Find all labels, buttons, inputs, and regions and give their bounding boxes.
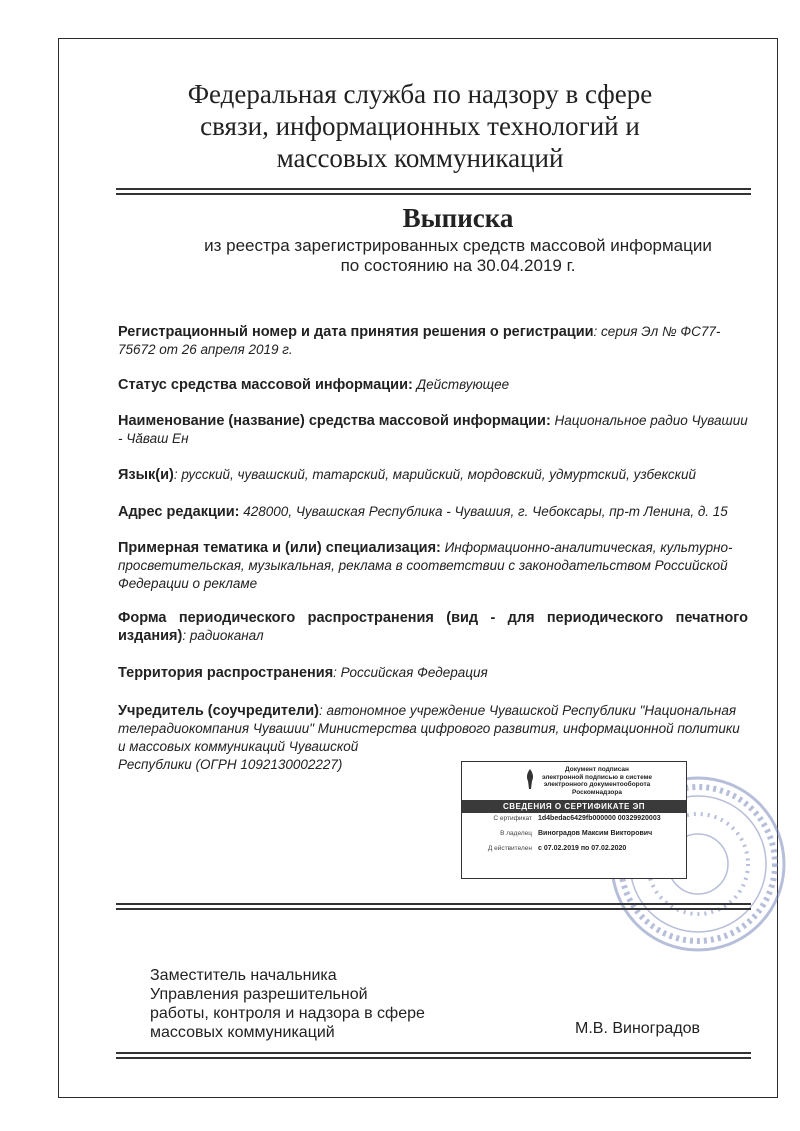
certificate-header-line: электронного документооборота: [543, 781, 651, 788]
signer-position-line: Управления разрешительной: [150, 986, 368, 1003]
topic-field: [118, 539, 748, 593]
agency-line: массовых коммуникаций: [276, 143, 564, 173]
subtitle-line: из реестра зарегистрированных средств массовой информации: [204, 236, 712, 255]
signer-name: М.В. Виноградов: [575, 1020, 701, 1037]
header-divider: [116, 188, 751, 195]
field-value-continued: Республики (ОГРН 1092130002227): [118, 757, 343, 772]
certificate-value: с 07.02.2019 по 07.02.2020: [538, 845, 627, 852]
field-value: Информационно-аналитическая, культурно-просветительская, музыкальная, реклама в соответствии с законодательством Российской Федерации о рекламе: [118, 540, 733, 591]
field-value: Действующее: [412, 377, 510, 392]
certificate-details: [466, 815, 682, 860]
field-value: : автономное учреждение Чувашской Республики "Национальная телерадиокомпания Чувашии" Министерства цифрового развития, информационной политики и массовых коммуникаций Чувашской: [118, 703, 740, 754]
field-label: Форма периодического распространения (вид - для периодического печатного издания): [118, 610, 748, 644]
field-label: Территория распространения: [118, 665, 334, 681]
field-label: Наименование (название) средства массовой информации:: [118, 413, 551, 429]
territory-field: [118, 664, 748, 682]
language-field: [118, 466, 748, 484]
certificate-key: Д ействителен: [487, 845, 532, 852]
certificate-value: Виноградов Максим Викторович: [538, 830, 653, 837]
document-subtitle: [118, 236, 798, 276]
field-value: : радиоканал: [182, 628, 264, 643]
field-label: Регистрационный номер и дата принятия решения о регистрации: [118, 324, 594, 340]
media-name-field: [118, 412, 748, 448]
signer-position-line: массовых коммуникаций: [150, 1024, 335, 1041]
document-title: Выписка: [402, 203, 514, 233]
certificate-value: 1d4bedac6429fb000000 00329920003: [538, 815, 661, 822]
certificate-row: [466, 845, 682, 860]
agency-line: связи, информационных технологий и: [200, 111, 640, 141]
subtitle-date-line: по состоянию на 30.04.2019 г.: [340, 256, 576, 275]
certificate-row: [466, 815, 682, 830]
certificate-header: [512, 766, 682, 796]
certificate-row: [466, 830, 682, 845]
field-label: Примерная тематика и (или) специализация:: [118, 540, 441, 556]
field-label: Язык(и): [118, 467, 174, 483]
registration-field: [118, 323, 748, 359]
certificate-header-line: Роскомнадзора: [572, 788, 622, 796]
e-signature-certificate: [461, 761, 687, 879]
status-field: [118, 376, 748, 394]
field-value: : серия Эл № ФС77-75672 от 26 апреля 2019 г.: [118, 324, 721, 357]
field-label: Учредитель (соучредители): [118, 703, 319, 719]
signer-position: [150, 966, 470, 1042]
certificate-title-bar: СВЕДЕНИЯ О СЕРТИФИКАТЕ ЭП: [462, 800, 686, 813]
field-value: 428000, Чувашская Республика - Чувашия, г. Чебоксары, пр-т Ленина, д. 15: [239, 504, 728, 519]
agency-line: Федеральная служба по надзору в сфере: [187, 79, 653, 109]
field-value: : русский, чувашский, татарский, марийский, мордовский, удмуртский, узбекский: [173, 467, 696, 482]
agency-name: [120, 78, 720, 174]
certificate-key: С ертификат: [493, 815, 532, 822]
certificate-key: В ладелец: [500, 830, 532, 837]
field-value: : Российская Федерация: [333, 665, 488, 680]
certificate-header-line: электронной подписью в системе: [541, 773, 653, 781]
signer-position-line: работы, контроля и надзора в сфере: [150, 1005, 425, 1022]
distribution-form-field: [118, 609, 748, 645]
signer-position-line: Заместитель начальника: [150, 967, 337, 984]
field-value: Национальное радио Чувашии - Чăваш Ен: [118, 413, 748, 446]
field-label: Статус средства массовой информации:: [118, 377, 413, 393]
footer-divider: [116, 903, 751, 910]
bottom-divider: [116, 1052, 751, 1059]
address-field: [118, 503, 748, 521]
certificate-header-line: Документ подписан: [565, 766, 629, 773]
field-label: Адрес редакции:: [118, 504, 240, 520]
